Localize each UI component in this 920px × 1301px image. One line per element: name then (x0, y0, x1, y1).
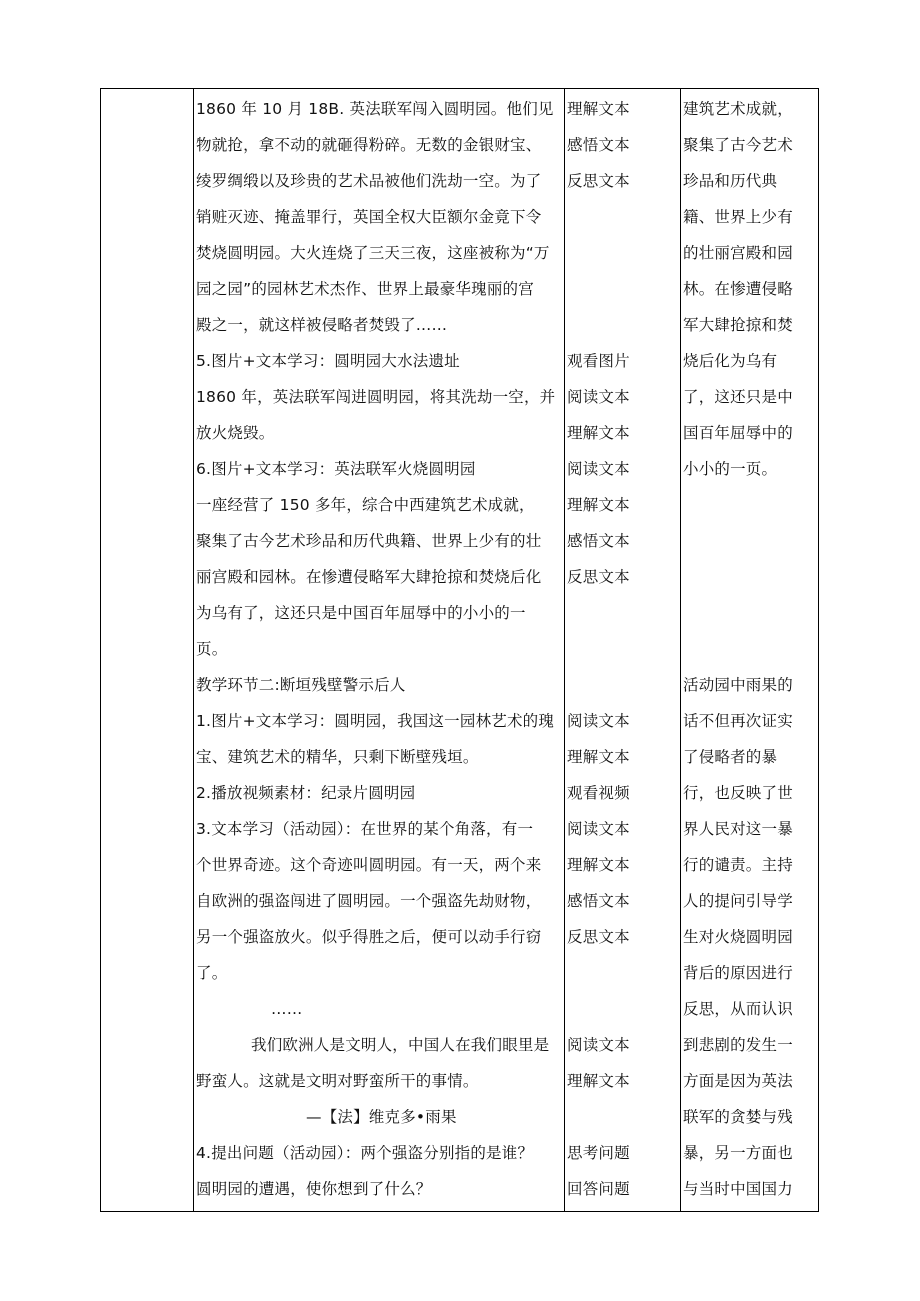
intent-line: 国百年屈辱中的 (683, 424, 793, 442)
content-line: 1860 年，英法联军闯进圆明园，将其洗劫一空，并 (196, 388, 556, 406)
intent-line: 暴，另一方面也 (683, 1144, 793, 1162)
intent-line: 烧后化为乌有 (683, 352, 778, 370)
content-line: 3.文本学习（活动园）：在世界的某个角落，有一 (196, 820, 534, 838)
intent-line: 珍品和历代典 (683, 172, 778, 190)
intent-line: 行，也反映了世 (683, 784, 793, 802)
content-line: 丽宫殿和园林。在惨遭侵略军大肆抢掠和焚烧后化 (196, 568, 542, 586)
content-line: 了。 (196, 964, 228, 982)
column-divider (680, 89, 681, 1211)
intent-line: 背后的原因进行 (683, 964, 793, 982)
activity-item: 理解文本 (567, 424, 630, 442)
activity-item: 阅读文本 (567, 1036, 630, 1054)
intent-line: 的壮丽宫殿和园 (683, 244, 793, 262)
intent-line: 军大肆抢掠和焚 (683, 316, 793, 334)
ellipsis-line: …… (271, 1000, 303, 1018)
intent-line: 与当时中国国力 (683, 1180, 793, 1198)
content-line: 一座经营了 150 多年，综合中西建筑艺术成就， (196, 496, 535, 514)
intent-line: 人的提问引导学 (683, 892, 793, 910)
intent-line: 聚集了古今艺术 (683, 136, 793, 154)
intent-line: 界人民对这一暴 (683, 820, 793, 838)
content-line: 2.播放视频素材：纪录片圆明园 (196, 784, 416, 802)
quote-attribution: —【法】维克多•雨果 (306, 1108, 457, 1126)
section-heading: 教学环节二:断垣残壁警示后人 (196, 676, 406, 694)
intent-line: 林。在惨遭侵略 (683, 280, 793, 298)
intent-line: 生对火烧圆明园 (683, 928, 793, 946)
intent-line: 行的谴责。主持 (683, 856, 793, 874)
content-line: 放火烧毁。 (196, 424, 275, 442)
content-line: 页。 (196, 640, 228, 658)
activity-item: 阅读文本 (567, 460, 630, 478)
content-line: 个世界奇迹。这个奇迹叫圆明园。有一天，两个来 (196, 856, 542, 874)
content-line: 聚集了古今艺术珍品和历代典籍、世界上少有的壮 (196, 532, 542, 550)
content-line: 园之园”的园林艺术杰作、世界上最豪华瑰丽的宫 (196, 280, 534, 298)
activity-item: 阅读文本 (567, 820, 630, 838)
content-line: 焚烧圆明园。大火连烧了三天三夜，这座被称为“万 (196, 244, 550, 262)
intent-line: 反思，从而认识 (683, 1000, 793, 1018)
content-line: 绫罗绸缎以及珍贵的艺术品被他们洗劫一空。为了 (196, 172, 542, 190)
intent-line: 到悲剧的发生一 (683, 1036, 793, 1054)
quote-line: 我们欧洲人是文明人，中国人在我们眼里是 (251, 1036, 550, 1054)
intent-line: 方面是因为英法 (683, 1072, 793, 1090)
activity-item: 理解文本 (567, 496, 630, 514)
activity-item: 阅读文本 (567, 388, 630, 406)
activity-item: 观看视频 (567, 784, 630, 802)
activity-item: 回答问题 (567, 1180, 630, 1198)
intent-line: 活动园中雨果的 (683, 676, 793, 694)
content-line: 物就抢，拿不动的就砸得粉碎。无数的金银财宝、 (196, 136, 542, 154)
content-line: 殿之一，就这样被侵略者焚毁了…… (196, 316, 448, 334)
activity-item: 阅读文本 (567, 712, 630, 730)
content-line: 1860 年 10 月 18B. 英法联军闯入圆明园。他们见 (196, 100, 554, 118)
content-line: 6.图片+文本学习：英法联军火烧圆明园 (196, 460, 476, 478)
intent-line: 小小的一页。 (683, 460, 778, 478)
activity-item: 理解文本 (567, 1072, 630, 1090)
activity-item: 感悟文本 (567, 532, 630, 550)
content-line: 销赃灭迹、掩盖罪行，英国全权大臣额尔金竟下令 (196, 208, 542, 226)
content-line: 1.图片+文本学习：圆明园，我国这一园林艺术的瑰 (196, 712, 555, 730)
content-line: 5.图片+文本学习：圆明园大水法遗址 (196, 352, 460, 370)
column-divider (193, 89, 194, 1211)
activity-item: 反思文本 (567, 568, 630, 586)
intent-line: 联军的贪婪与残 (683, 1108, 793, 1126)
lesson-plan-table (100, 88, 819, 1212)
content-line: 为乌有了，这还只是中国百年屈辱中的小小的一 (196, 604, 526, 622)
content-line: 4.提出问题（活动园）：两个强盗分别指的是谁？ (196, 1144, 534, 1162)
intent-line: 了侵略者的暴 (683, 748, 778, 766)
activity-item: 理解文本 (567, 748, 630, 766)
activity-item: 观看图片 (567, 352, 630, 370)
activity-item: 感悟文本 (567, 892, 630, 910)
content-line: 圆明园的遭遇，使你想到了什么？ (196, 1180, 432, 1198)
activity-item: 感悟文本 (567, 136, 630, 154)
activity-item: 反思文本 (567, 172, 630, 190)
column-divider (564, 89, 565, 1211)
activity-item: 理解文本 (567, 856, 630, 874)
activity-item: 思考问题 (567, 1144, 630, 1162)
intent-line: 建筑艺术成就， (683, 100, 793, 118)
activity-item: 反思文本 (567, 928, 630, 946)
activity-item: 理解文本 (567, 100, 630, 118)
intent-line: 了，这还只是中 (683, 388, 793, 406)
intent-line: 籍、世界上少有 (683, 208, 793, 226)
content-line: 自欧洲的强盗闯进了圆明园。一个强盗先劫财物， (196, 892, 542, 910)
content-line: 宝、建筑艺术的精华，只剩下断壁残垣。 (196, 748, 479, 766)
content-line: 另一个强盗放火。似乎得胜之后，便可以动手行窃 (196, 928, 542, 946)
intent-line: 话不但再次证实 (683, 712, 793, 730)
quote-line: 野蛮人。这就是文明对野蛮所干的事情。 (196, 1072, 479, 1090)
